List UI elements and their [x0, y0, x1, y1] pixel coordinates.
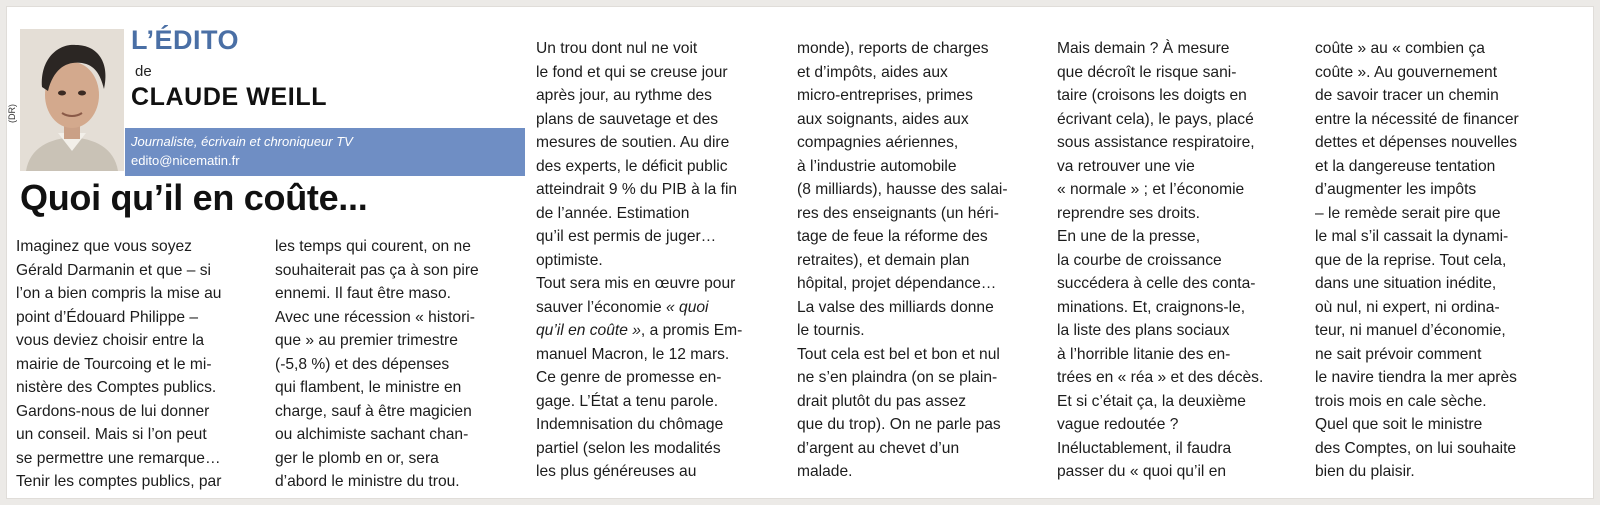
text-line: ennemi. Il faut être maso. [275, 285, 451, 302]
text-line: – le remède serait pire que [1315, 204, 1501, 222]
text-line: Inéluctablement, il faudra [1057, 439, 1232, 457]
text-line: malade. [797, 463, 853, 480]
text-line: à l’horrible litanie des en- [1057, 345, 1231, 363]
text-line: qu’il est permis de juger… [536, 228, 717, 245]
text-line: et d’impôts, aides aux [797, 63, 948, 81]
text-line: Tout cela est bel et bon et nul [797, 345, 1000, 363]
text-line: Et si c’était ça, la deuxième [1057, 392, 1246, 410]
text-line: de l’année. Estimation [536, 204, 690, 222]
text-line: que » au premier trimestre [275, 332, 458, 349]
text-line: monde), reports de charges [797, 40, 989, 57]
editorial-article [6, 6, 1594, 499]
text-line: que décroît le risque sani- [1057, 63, 1237, 81]
text-line: le navire tiendra la mer après [1315, 369, 1517, 386]
author-role: Journaliste, écrivain et chroniqueur TV [131, 134, 353, 149]
text-line: souhaiterait pas ça à son pire [275, 261, 479, 279]
text-line: ou alchimiste sachant chan- [275, 426, 469, 443]
headline: Quoi qu’il en coûte... [20, 177, 368, 218]
text-line: qu’il en coûte », a promis Em- [536, 322, 743, 339]
text-line: dettes et dépenses nouvelles [1315, 134, 1517, 151]
text-line: d’augmenter les impôts [1315, 181, 1477, 198]
text-line: vague redoutée ? [1057, 416, 1179, 433]
text-line: où nul, ni expert, ni ordina- [1315, 298, 1500, 316]
text-line: plans de sauvetage et des [536, 110, 719, 128]
text-line: retraites), et demain plan [797, 251, 970, 269]
text-line: passer du « quoi qu’il en [1057, 463, 1227, 480]
text-line: manuel Macron, le 12 mars. [536, 345, 730, 363]
text-line: le tournis. [797, 322, 865, 339]
text-column-5 [1057, 37, 1263, 484]
text-line: va retrouver une vie [1057, 157, 1195, 175]
text-line: et la dangereuse tentation [1315, 157, 1496, 175]
text-line: Gardons-nous de lui donner [16, 402, 210, 420]
text-line: coûte ». Au gouvernement [1315, 63, 1498, 81]
text-line: écrivant cela), le pays, placé [1057, 110, 1254, 128]
text-line: d’argent au chevet d’un [797, 439, 960, 457]
text-line: Avec une récession « histori- [275, 308, 475, 326]
text-line: drait plutôt du pas assez [797, 392, 967, 410]
text-line: Imaginez que vous soyez [16, 238, 192, 255]
text-line: atteindrait 9 % du PIB à la fin [536, 181, 738, 198]
text-line: optimiste. [536, 251, 603, 269]
text-line: vous deviez choisir entre la [16, 332, 205, 349]
text-line: Mais demain ? À mesure [1057, 40, 1230, 57]
text-line: un conseil. Mais si l’on peut [16, 426, 207, 443]
text-line: reprendre ses droits. [1057, 204, 1201, 222]
text-line: point d’Édouard Philippe – [16, 308, 199, 326]
text-line: aux soignants, aides aux [797, 110, 969, 128]
text-line: les plus généreuses au [536, 463, 697, 480]
text-line: hôpital, projet dépendance… [797, 275, 997, 292]
text-line: de savoir tracer un chemin [1315, 87, 1499, 104]
author-email[interactable]: edito@nicematin.fr [131, 153, 240, 168]
text-line: sous assistance respiratoire, [1057, 134, 1255, 151]
text-line: gage. L’État a tenu parole. [536, 392, 719, 410]
text-line: teur, ni manuel d’économie, [1315, 322, 1506, 339]
text-column-4 [797, 37, 1008, 484]
text-line: d’abord le ministre du trou. [275, 473, 460, 490]
text-line: des experts, le déficit public [536, 157, 728, 175]
text-line: micro-entreprises, primes [797, 87, 973, 104]
text-line: après jour, au rythme des [536, 87, 712, 104]
text-line: Gérald Darmanin et que – si [16, 261, 212, 279]
byline-prefix: de [135, 63, 152, 80]
text-line: compagnies aériennes, [797, 134, 959, 151]
text-line: tage de feue la réforme des [797, 228, 988, 245]
text-line: (-5,8 %) et des dépenses [275, 355, 450, 373]
text-line: Tenir les comptes publics, par [16, 473, 222, 490]
text-line: se permettre une remarque… [16, 449, 221, 467]
section-kicker: L’ÉDITO [131, 25, 240, 55]
text-line: Indemnisation du chômage [536, 416, 724, 433]
text-line: mesures de soutien. Au dire [536, 134, 730, 151]
text-column-3 [536, 37, 742, 484]
photo-credit: (DR) [7, 104, 17, 123]
author-bio-band [125, 128, 525, 176]
text-line: à l’industrie automobile [797, 157, 957, 175]
text-line: la liste des plans sociaux [1057, 322, 1230, 339]
text-line: charge, sauf à être magicien [275, 402, 472, 420]
text-line: nistère des Comptes publics. [16, 379, 217, 396]
text-line: ne s’en plaindra (on se plain- [797, 369, 998, 386]
text-line: coûte » au « combien ça [1315, 40, 1485, 57]
text-line: bien du plaisir. [1315, 463, 1415, 480]
text-column-6 [1315, 37, 1519, 484]
text-line: l’on a bien compris la mise au [16, 285, 222, 302]
text-line: qui flambent, le ministre en [275, 379, 462, 396]
text-line: des Comptes, on lui souhaite [1315, 439, 1517, 457]
text-line: trois mois en cale sèche. [1315, 392, 1487, 410]
text-line: le fond et qui se creuse jour [536, 63, 728, 81]
text-line: mairie de Tourcoing et le mi- [16, 355, 212, 373]
text-line: minations. Et, craignons-le, [1057, 298, 1246, 316]
text-line: entre la nécessité de financer [1315, 110, 1519, 128]
author-name: CLAUDE WEILL [131, 83, 328, 111]
text-line: ne sait prévoir comment [1315, 345, 1482, 363]
text-line: le mal s’il cassait la dynami- [1315, 228, 1509, 245]
text-line: succédera à celle des conta- [1057, 275, 1256, 292]
text-line: taire (croisons les doigts en [1057, 87, 1247, 104]
text-line: Tout sera mis en œuvre pour [536, 275, 736, 292]
text-column-2 [275, 235, 479, 494]
text-line: Un trou dont nul ne voit [536, 40, 698, 57]
text-column-1 [16, 235, 221, 494]
text-line: En une de la presse, [1057, 228, 1201, 245]
text-line: res des enseignants (un héri- [797, 204, 999, 222]
text-line: les temps qui courent, on ne [275, 238, 471, 255]
text-line: Ce genre de promesse en- [536, 369, 722, 386]
text-line: partiel (selon les modalités [536, 439, 721, 457]
text-line: trées en « réa » et des décès. [1057, 369, 1264, 386]
author-photo [20, 29, 124, 171]
text-line: « normale » ; et l’économie [1057, 181, 1245, 198]
text-line: que du trop). On ne parle pas [797, 416, 1001, 433]
text-line: que de la reprise. Tout cela, [1315, 251, 1507, 269]
text-line: Quel que soit le ministre [1315, 416, 1483, 433]
text-line: sauver l’économie « quoi [536, 298, 709, 316]
text-line: dans une situation inédite, [1315, 275, 1497, 292]
text-line: ger le plomb en or, sera [275, 449, 439, 467]
text-line: la courbe de croissance [1057, 251, 1222, 269]
text-line: La valse des milliards donne [797, 298, 994, 316]
text-line: (8 milliards), hausse des salai- [797, 181, 1008, 198]
